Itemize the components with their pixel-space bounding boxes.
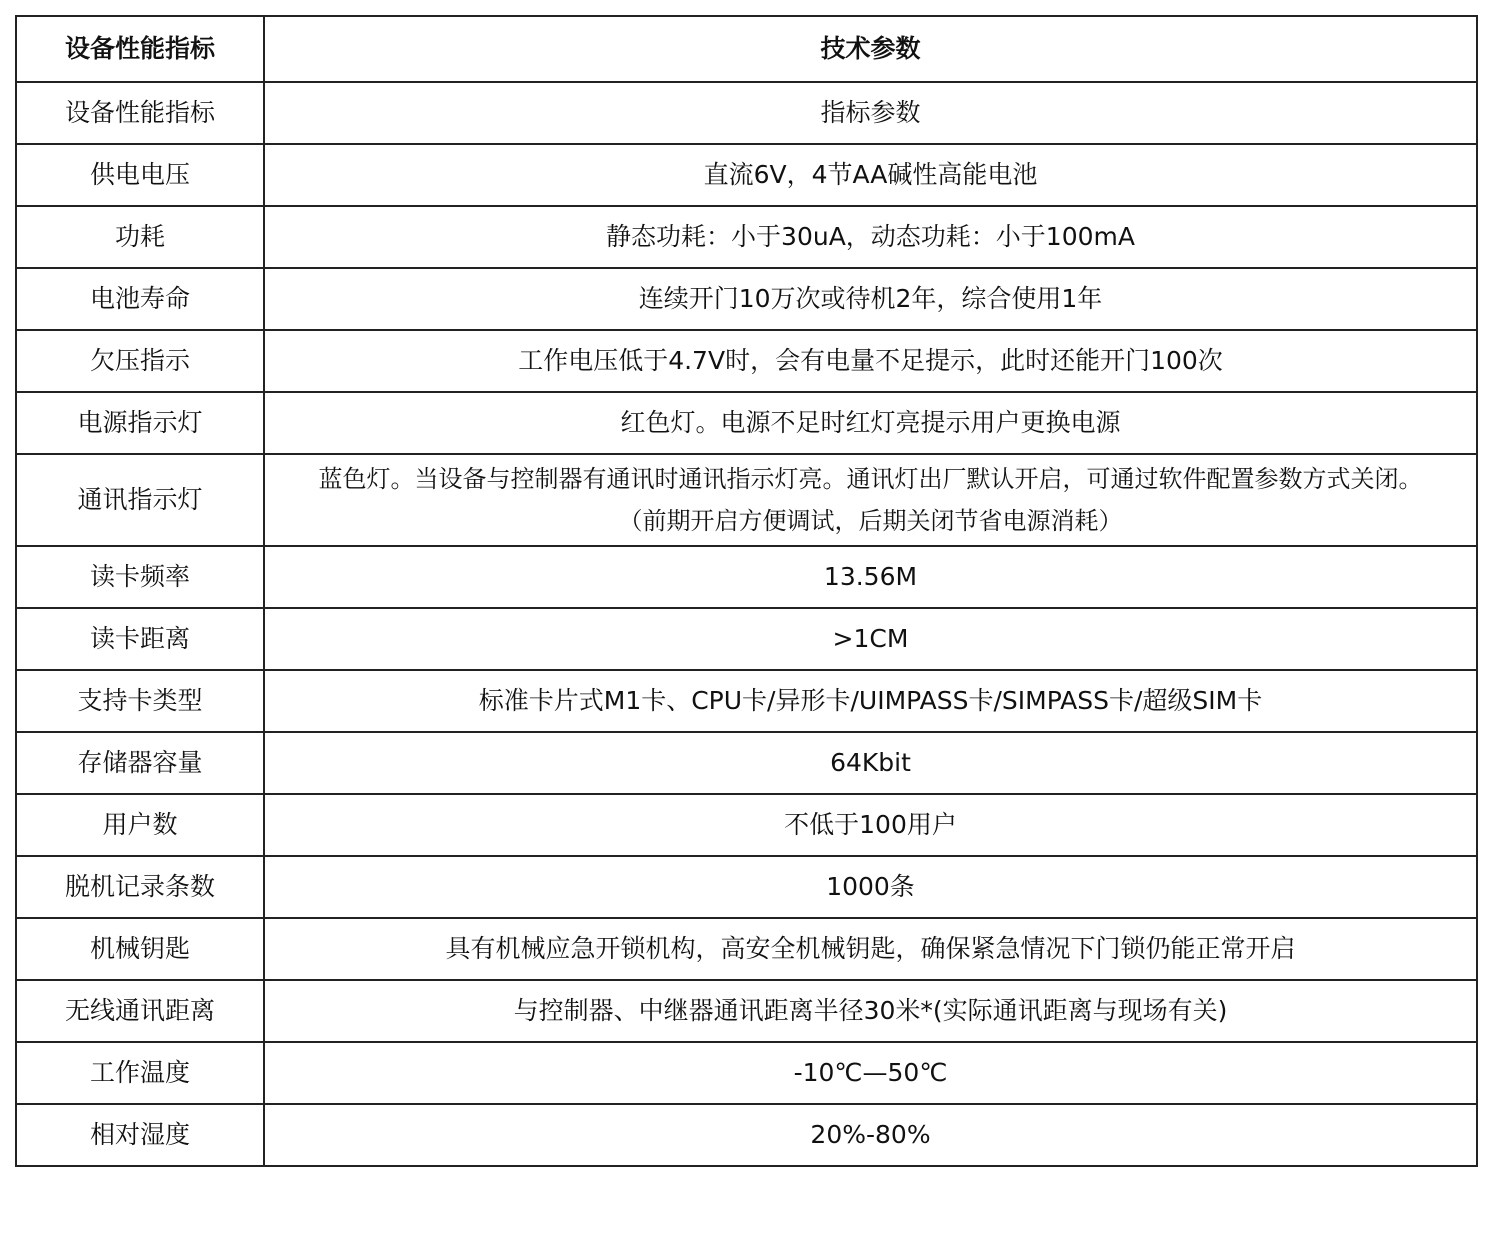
- value-cell: [264, 454, 1477, 546]
- table-row: [16, 1104, 1477, 1166]
- param-cell: 电源指示灯: [16, 392, 264, 454]
- value-cell: 1000条: [264, 856, 1477, 918]
- table-row: [16, 732, 1477, 794]
- table-header-row: [16, 16, 1477, 82]
- table-row: [16, 546, 1477, 608]
- value-cell: 20%-80%: [264, 1104, 1477, 1166]
- param-cell: 机械钥匙: [16, 918, 264, 980]
- param-cell: 功耗: [16, 206, 264, 268]
- value-cell: >1CM: [264, 608, 1477, 670]
- value-cell: 直流6V，4节AA碱性高能电池: [264, 144, 1477, 206]
- value-cell: 静态功耗：小于30uA，动态功耗：小于100mA: [264, 206, 1477, 268]
- value-cell: 标准卡片式M1卡、CPU卡/异形卡/UIMPASS卡/SIMPASS卡/超级SIM卡: [264, 670, 1477, 732]
- value-cell: 64Kbit: [264, 732, 1477, 794]
- param-cell: 供电电压: [16, 144, 264, 206]
- param-cell: 电池寿命: [16, 268, 264, 330]
- value-cell: 不低于100用户: [264, 794, 1477, 856]
- param-cell: 相对湿度: [16, 1104, 264, 1166]
- table-row: [16, 392, 1477, 454]
- value-line-1: 蓝色灯。当设备与控制器有通讯时通讯指示灯亮。通讯灯出厂默认开启，可通过软件配置参数方式关闭。: [318, 465, 1423, 493]
- param-cell: 工作温度: [16, 1042, 264, 1104]
- table-row: [16, 856, 1477, 918]
- value-line-2: （前期开启方便调试，后期关闭节省电源消耗）: [618, 507, 1123, 535]
- value-cell: 红色灯。电源不足时红灯亮提示用户更换电源: [264, 392, 1477, 454]
- param-cell: 读卡频率: [16, 546, 264, 608]
- param-cell: 用户数: [16, 794, 264, 856]
- table-row: [16, 980, 1477, 1042]
- table-row: [16, 454, 1477, 546]
- param-cell: 脱机记录条数: [16, 856, 264, 918]
- param-cell: 支持卡类型: [16, 670, 264, 732]
- table-row: [16, 1042, 1477, 1104]
- table-row: [16, 670, 1477, 732]
- value-cell: 工作电压低于4.7V时，会有电量不足提示，此时还能开门100次: [264, 330, 1477, 392]
- table-row: [16, 794, 1477, 856]
- param-cell: 设备性能指标: [16, 82, 264, 144]
- table-row: [16, 918, 1477, 980]
- header-value-cell: 技术参数: [264, 16, 1477, 82]
- table-row: [16, 330, 1477, 392]
- value-cell: -10℃—50℃: [264, 1042, 1477, 1104]
- value-cell: 13.56M: [264, 546, 1477, 608]
- table-row: [16, 82, 1477, 144]
- value-cell: 具有机械应急开锁机构，高安全机械钥匙，确保紧急情况下门锁仍能正常开启: [264, 918, 1477, 980]
- value-cell: 指标参数: [264, 82, 1477, 144]
- table-row: [16, 206, 1477, 268]
- table-row: [16, 268, 1477, 330]
- param-cell: 欠压指示: [16, 330, 264, 392]
- param-cell: 通讯指示灯: [16, 454, 264, 546]
- value-cell: 连续开门10万次或待机2年，综合使用1年: [264, 268, 1477, 330]
- value-cell: 与控制器、中继器通讯距离半径30米*(实际通讯距离与现场有关): [264, 980, 1477, 1042]
- param-cell: 无线通讯距离: [16, 980, 264, 1042]
- table-row: [16, 144, 1477, 206]
- param-cell: 存储器容量: [16, 732, 264, 794]
- param-cell: 读卡距离: [16, 608, 264, 670]
- table-row: [16, 608, 1477, 670]
- spec-table: [15, 15, 1478, 1167]
- header-param-cell: 设备性能指标: [16, 16, 264, 82]
